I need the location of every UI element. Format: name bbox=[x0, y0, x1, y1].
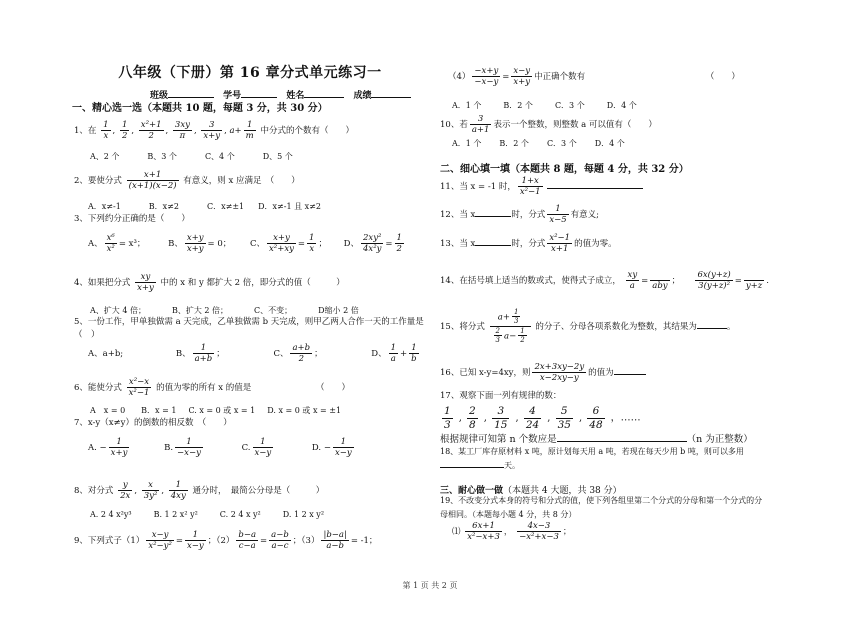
question-11: 11、当 x = -1 时， $\frac{1+x}{\text{x²−1}}$ bbox=[440, 176, 643, 197]
question-17: 17、观察下面一列有规律的数： bbox=[440, 391, 562, 401]
question-5: 5、一份工作，甲单独做需 a 天完成，乙单独做需 b 天完成，则甲乙两人合作一天的工作量是 bbox=[74, 317, 424, 327]
answer-blank-16[interactable] bbox=[614, 365, 646, 375]
question-9: 9、下列式子（1） $\frac{x-y}{\text{x²−y²}}$ = $\frac{1}{x-y}$ ；（2） $\frac{b-a}{c-a}$ = $\frac{a-b}{a-c}$ ；（3） $\frac{|b-a|}{a-b}$ = -1； bbox=[74, 530, 378, 552]
answer-blank-18[interactable] bbox=[440, 458, 504, 468]
question-8-options: A. 2 4 x²y³ B. 1 2 x² y² C. 2 4 x y² D. 1 2 x y² bbox=[90, 510, 325, 519]
answer-blank-13[interactable] bbox=[475, 236, 511, 246]
question-10-options: A．1 个 B．2 个 C．3 个 D．4 个 bbox=[452, 139, 625, 148]
question-19: 19、不改变分式本身的符号和分式的值，使下列各组里第二个分式的分母和第一个分式的分 bbox=[440, 496, 763, 505]
answer-blank-12[interactable] bbox=[475, 207, 511, 217]
name-label: 姓名 bbox=[286, 91, 305, 101]
question-5-options: A、a+b; B、 $\frac{1}{a+b}$ ； C、 $\frac{a+b}{2}$ ； D、 $\frac{1}{a}$ + $\frac{1}{b}$ bbox=[88, 343, 417, 365]
answer-blank-17[interactable] bbox=[557, 432, 687, 442]
question-18: 18、某工厂库存原材料 x 吨，原计划每天用 a 吨，若现在每天少用 b 吨，则可以多用 bbox=[440, 447, 744, 456]
question-7-options: A. − $\frac{1}{x+y}$ B. $\frac{1}{-x-y}$ C. $\frac{1}{x-y}$ D. − $\frac{1}{x-y}$ bbox=[88, 437, 352, 459]
question-14: 14、在括号填上适当的数或式，使得式子成立， $\frac{xy}{a}$ = aby ； $\frac{6x(y+z)}{\text{3(y+z)²}}$ = y+z . bbox=[440, 270, 769, 292]
question-4-options: A、扩大 4 倍； B、扩大 2 倍； C、不变； D缩小 2 倍 bbox=[90, 306, 359, 315]
question-2-options: A．x≠-1 B．x≠2 C．x≠±1 D．x≠-1 且 x≠2 bbox=[88, 202, 321, 211]
question-3: 3、下列约分正确的是（ ） bbox=[74, 214, 190, 224]
question-19-part-1: ⑴ $\frac{6x+1}{\text{x²−x+3}}$ ， $\frac{4x-3}{\text{−x²+x−3}}$ ； bbox=[452, 521, 572, 543]
answer-blank-11[interactable] bbox=[547, 179, 643, 189]
score-blank[interactable] bbox=[371, 88, 411, 98]
question-17-rule: 根据规律可知第 n 个数应是 （n 为正整数） bbox=[440, 434, 753, 445]
class-blank[interactable] bbox=[168, 88, 214, 98]
page-title: 八年级（下册）第 16 章分式单元练习一 bbox=[118, 65, 382, 81]
question-15: 15、将分式 a+ $\frac{1}{3}$ $\frac{2}{3}$ a− $\frac{1}{2}$ 的分子、分母各项系数化为整数，其结果为 。 bbox=[440, 308, 736, 345]
question-6: 6、能使分式 $\frac{\text{x²−x}}{\text{x²−1}}$ 的值为零的所有 x 的值是 （ ） bbox=[74, 377, 350, 399]
answer-blank-15[interactable] bbox=[697, 319, 727, 329]
question-6-options: A x = 0 B．x = 1 C. x = 0 或 x = 1 D. x = 0 或 x = ±1 bbox=[90, 406, 342, 415]
question-16: 16、已知 x-y=4xy，则 $\frac{2x+3xy-2y}{x-2xy-y}$ 的值为 bbox=[440, 362, 646, 383]
question-1: 1、在 $\frac{1}{x}$ , $\frac{1}{2}$ , $\frac{\text{x²+1}}{2}$ , $\frac{3xy}{\pi}$ , $\frac{3}{x+y}$ , a+ $\frac{1}{m}$ 中分式的个数有（ ） bbox=[74, 120, 354, 142]
question-7: 7、x-y（x≠y）的倒数的相反数 （ ） bbox=[74, 418, 232, 428]
class-label: 班级 bbox=[150, 91, 169, 101]
question-9-options: A．1 个 B．2 个 C．3 个 D．4 个 bbox=[452, 101, 637, 110]
question-1-options: A、2 个 B、3 个 C、4 个 D、5 个 bbox=[90, 152, 293, 161]
score-label: 成绩 bbox=[353, 91, 372, 101]
question-3-options: A、 $\frac{\text{x⁶}}{\text{x²}}$ = x³； B、 $\frac{x+y}{x+y}$ = 0； C、 $\frac{x+y}{\text{x²+xy}}$ = $\frac{1}{x}$ ； D、 $\frac{\text{2xy²}}{\text{4x²y}}$ = $\frac{1}{2}$ bbox=[88, 233, 402, 255]
question-9-part-4: （4） $\frac{-x+y}{-x-y}$ = $\frac{x-y}{x+y}$ 中正确个数有 （ ） bbox=[448, 66, 740, 88]
question-13: 13、当 x 时，分式 $\frac{\text{x²−1}}{x+1}$ 的值为零。 bbox=[440, 233, 617, 255]
question-17-sequence: $\frac{1}{3}$ , $\frac{2}{8}$ , $\frac{3}{15}$ , $\frac{4}{24}$ , $\frac{5}{35}$ , $\frac{6}{48}$ ，…… bbox=[444, 405, 641, 431]
question-2: 2、要使分式 $\frac{x+1}{(x+1)(x-2)}$ 有意义，则 x 应满足 （ ） bbox=[74, 170, 300, 192]
question-12: 12、当 x 时，分式 $\frac{1}{x-5}$ 有意义; bbox=[440, 204, 600, 226]
question-18-cont: 天。 bbox=[440, 458, 520, 471]
section-2-heading: 二、细心填一填（本题共 8 题，每题 4 分，共 32 分） bbox=[440, 164, 689, 175]
page-footer: 第 1 页 共 2 页 bbox=[402, 581, 458, 590]
question-19-cont: 母相同。（本题每小题 4 分，共 8 分） bbox=[440, 510, 577, 519]
id-label: 学号 bbox=[223, 91, 242, 101]
question-4: 4、如果把分式 $\frac{xy}{x+y}$ 中的 x 和 y 都扩大 2 倍，即分式的值（ ） bbox=[74, 272, 345, 294]
question-8: 8、对分式 $\frac{y}{2x}$ , $\frac{x}{\text{3y²}}$ , $\frac{1}{4xy}$ 通分时， 最简公分母是（ ） bbox=[74, 480, 325, 502]
id-blank[interactable] bbox=[241, 88, 277, 98]
question-10: 10、若 $\frac{3}{a+1}$ 表示一个整数，则整数 a 可以值有（ ） bbox=[440, 114, 657, 136]
name-blank[interactable] bbox=[304, 88, 344, 98]
question-5-paren: （ ） bbox=[74, 330, 100, 340]
section-1-heading: 一、精心选一选（本题共 10 题，每题 3 分，共 30 分） bbox=[72, 103, 328, 114]
section-3-heading: 三、耐心做一做（本题共 4 大题，共 38 分） bbox=[440, 486, 622, 496]
